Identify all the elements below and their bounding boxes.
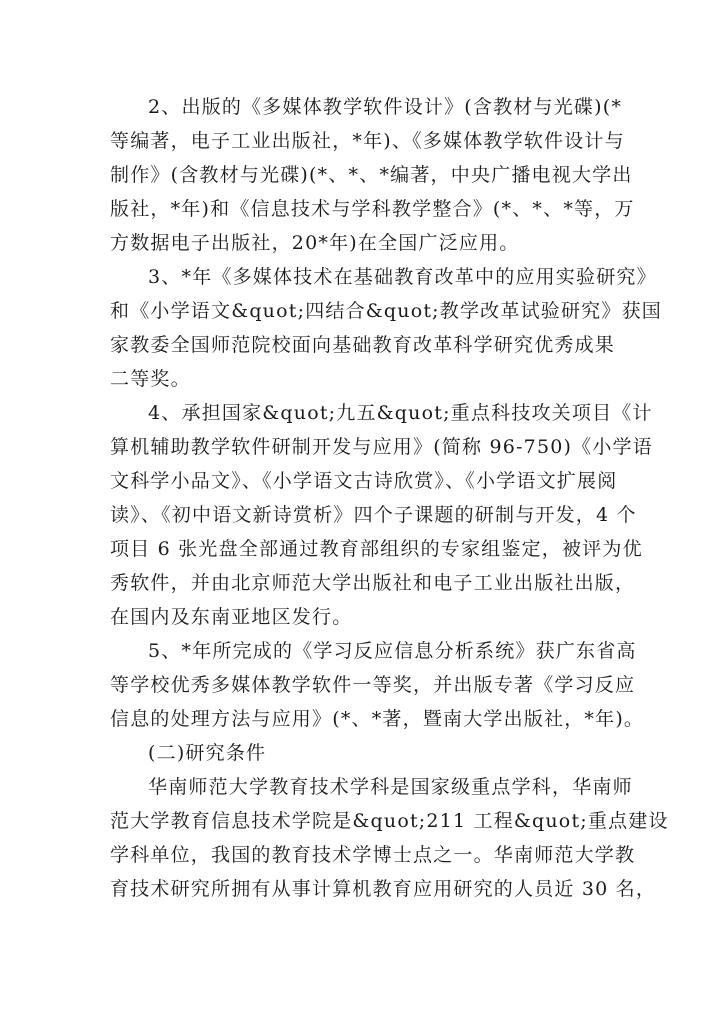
text-line: 范大学教育信息技术学院是&quot;211 工程&quot;重点建设 xyxy=(110,810,669,832)
section-heading: (二)研究条件 xyxy=(148,742,267,764)
text-line: 读》、《初中语文新诗赏析》四个子课题的研制与开发，4 个 xyxy=(110,504,637,526)
text-line: 等编著，电子工业出版社，*年)、《多媒体教学软件设计与 xyxy=(110,130,625,152)
text-line: 家教委全国师范院校面向基础教育改革科学研究优秀成果 xyxy=(110,334,616,356)
text-line: 学科单位，我国的教育技术学博士点之一。华南师范大学教 xyxy=(110,844,636,866)
text-line: 2、出版的《多媒体教学软件设计》(含教材与光碟)(* xyxy=(148,96,623,118)
text-line: 4、承担国家&quot;九五&quot;重点科技攻关项目《计 xyxy=(148,402,653,424)
text-line: 二等奖。 xyxy=(110,368,191,390)
text-line: 方数据电子出版社，20*年)在全国广泛应用。 xyxy=(110,232,520,254)
text-line: 育技术研究所拥有从事计算机教育应用研究的人员近 30 名， xyxy=(110,878,657,900)
text-line: 华南师范大学教育技术学科是国家级重点学科，华南师 xyxy=(148,776,633,798)
text-line: 3、*年《多媒体技术在基础教育改革中的应用实验研究》 xyxy=(148,266,657,288)
text-line: 信息的处理方法与应用》(*、*著，暨南大学出版社，*年)。 xyxy=(110,708,645,730)
text-line: 文科学小品文》、《小学语文古诗欣赏》、《小学语文扩展阅 xyxy=(110,470,618,492)
text-line: 秀软件，并由北京师范大学出版社和电子工业出版社出版， xyxy=(110,572,636,594)
text-line: 算机辅助教学软件研制开发与应用》(简称 96-750)《小学语 xyxy=(110,436,653,458)
text-line: 项目 6 张光盘全部通过教育部组织的专家组鉴定，被评为优 xyxy=(110,538,643,560)
text-line: 5、*年所完成的《学习反应信息分析系统》获广东省高 xyxy=(148,640,637,662)
text-line: 在国内及东南亚地区发行。 xyxy=(110,606,353,628)
text-line: 版社，*年)和《信息技术与学科教学整合》(*、*、*等，万 xyxy=(110,198,635,220)
text-line: 等学校优秀多媒体教学软件一等奖，并出版专著《学习反应 xyxy=(110,674,636,696)
text-line: 和《小学语文&quot;四结合&quot;教学改革试验研究》获国 xyxy=(110,300,662,322)
text-line: 制作》(含教材与光碟)(*、*、*编著，中央广播电视大学出 xyxy=(110,164,633,186)
